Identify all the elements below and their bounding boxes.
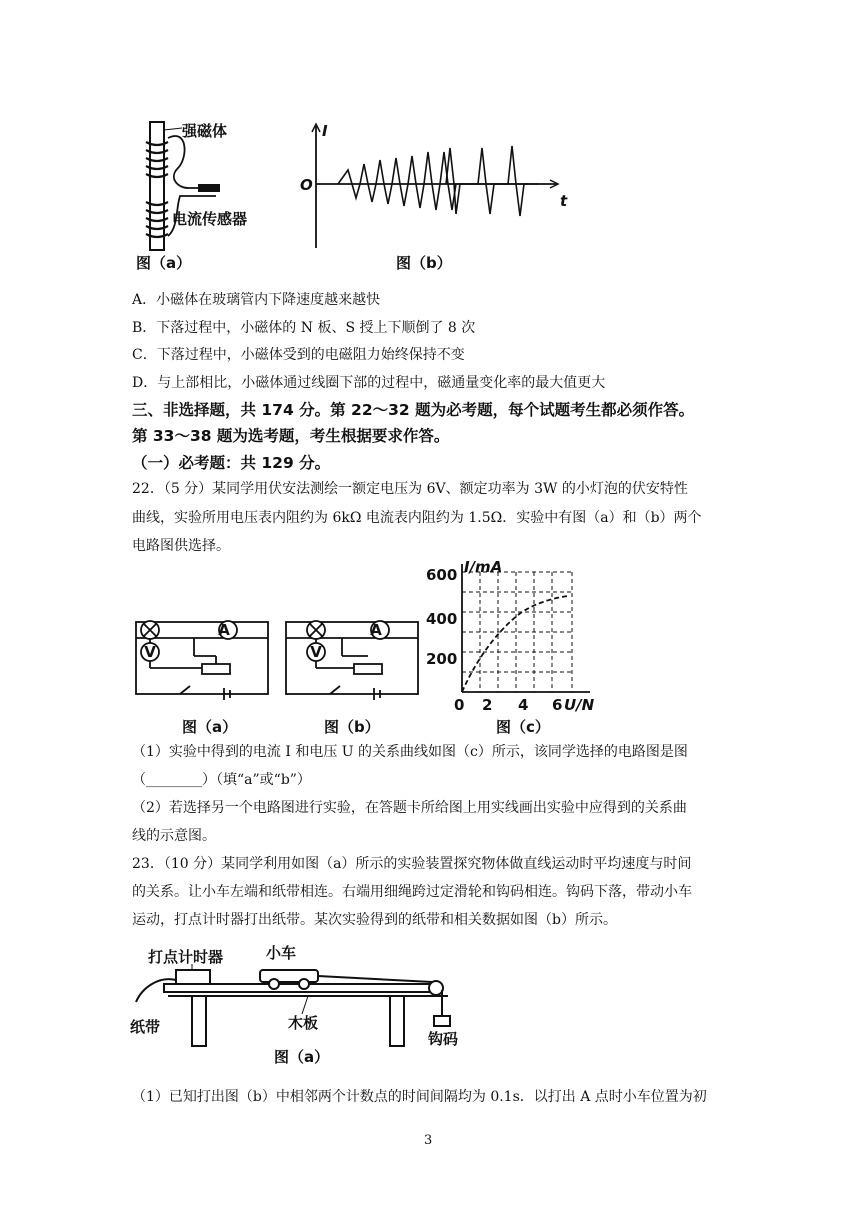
option-b: B．下落过程中，小磁体的 N 板、S 授上下顺倒了 8 次	[132, 320, 476, 336]
q22-sub1-a: （1）实验中得到的电流 I 和电压 U 的关系曲线如图（c）所示，该同学选择的电路图是图	[132, 744, 688, 760]
circuit-a-caption: 图（a）	[182, 718, 238, 736]
label-sensor: 电流传感器	[172, 210, 248, 228]
q22-line3: 电路图供选择。	[132, 538, 230, 554]
label-tape: 纸带	[130, 1018, 161, 1036]
iv-x-tick-6: 6	[552, 696, 563, 714]
q23-line2: 的关系。让小车左端和纸带相连。右端用细绳跨过定滑轮和钩码相连。钩码下落，带动小车	[132, 884, 692, 900]
iv-caption: 图（c）	[496, 718, 550, 736]
option-a: A．小磁体在玻璃管内下降速度越来越快	[132, 292, 381, 308]
figure-magnet-current	[128, 118, 568, 278]
circuit-b	[286, 621, 418, 700]
iv-y-label: I/mA	[464, 558, 503, 576]
axis-i-label: I	[322, 122, 328, 140]
axis-t-label: t	[560, 192, 568, 210]
fig1-caption-a: 图（a）	[136, 254, 192, 272]
q22-line1: 22．（5 分）某同学用伏安法测绘一额定电压为 6V、额定功率为 3W 的小灯泡的伏安特性	[132, 481, 688, 497]
iv-y-tick-600: 600	[426, 566, 458, 584]
label-timer: 打点计时器	[148, 948, 224, 966]
q23-line1: 23．（10 分）某同学利用如图（a）所示的实验装置探究物体做直线运动时平均速度与时间	[132, 856, 692, 872]
q22-sub2-a: （2）若选择另一个电路图进行实验，在答题卡所给图上用实线画出实验中应得到的关系曲	[132, 800, 687, 816]
q23-line3: 运动，打点计时器打出纸带。某次实验得到的纸带和相关数据如图（b）所示。	[132, 912, 617, 928]
current-graph	[300, 122, 568, 248]
iv-y-tick-400: 400	[426, 610, 458, 628]
circuit-a-voltmeter: V	[144, 643, 156, 661]
fig1-caption-b: 图（b）	[396, 254, 452, 272]
iv-x-tick-4: 4	[518, 696, 529, 714]
axis-o-label: O	[300, 176, 313, 194]
iv-x-tick-0: 0	[454, 696, 465, 714]
figure-cart-apparatus	[128, 936, 478, 1076]
iv-x-tick-2: 2	[482, 696, 493, 714]
label-magnet: 强磁体	[182, 122, 228, 140]
label-board: 木板	[288, 1014, 319, 1032]
q22-sub2-b: 线的示意图。	[132, 828, 216, 844]
iv-y-tick-200: 200	[426, 650, 458, 668]
circuit-b-ammeter: A	[370, 621, 382, 639]
section3-line1: 三、非选择题，共 174 分。第 22～32 题为必考题，每个试题考生都必须作答。	[132, 401, 695, 419]
label-weight: 钩码	[428, 1030, 459, 1048]
label-cart: 小车	[266, 944, 297, 962]
section3-line2: 第 33～38 题为选考题，考生根据要求作答。	[132, 427, 450, 445]
circuit-a-ammeter: A	[218, 621, 230, 639]
iv-graph	[462, 564, 590, 692]
figure-circuits-iv	[128, 556, 618, 736]
iv-x-label: U/N	[564, 696, 595, 714]
cart-fig-caption: 图（a）	[274, 1048, 330, 1066]
circuit-b-voltmeter: V	[310, 643, 322, 661]
page-number: 3	[424, 1133, 433, 1148]
section3-line3: （一）必考题：共 129 分。	[132, 454, 331, 472]
q23-sub1: （1）已知打出图（b）中相邻两个计数点的时间间隔均为 0.1s．以打出 A 点时小车位置为初	[132, 1089, 707, 1105]
option-d: D．与上部相比，小磁体通过线圈下部的过程中，磁通量变化率的最大值更大	[132, 375, 606, 391]
glass-tube	[150, 122, 164, 250]
option-c: C．下落过程中，小磁体受到的电磁阻力始终保持不变	[132, 347, 465, 363]
q22-line2: 曲线，实验所用电压表内阻约为 6kΩ 电流表内阻约为 1.5Ω．实验中有图（a）和（b）两个	[132, 510, 702, 526]
sensor-box	[198, 184, 220, 192]
circuit-b-caption: 图（b）	[324, 718, 380, 736]
q22-sub1-b: （________）（填“a”或“b”）	[132, 772, 311, 788]
